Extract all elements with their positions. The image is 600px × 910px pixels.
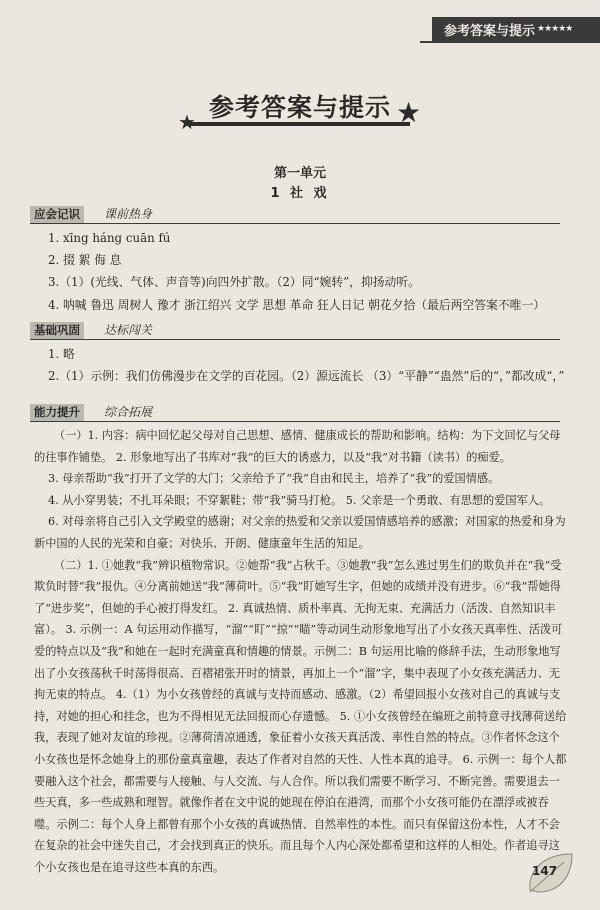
page-number: 147 xyxy=(532,864,558,878)
unit-title: 第一单元 xyxy=(273,166,326,181)
section-body xyxy=(34,425,570,878)
section-label: 基础巩固 xyxy=(30,322,84,339)
section-body xyxy=(34,227,570,316)
answer-line: 2. 掇 絮 侮 息 xyxy=(48,253,122,268)
star-icon: ★ xyxy=(396,96,422,129)
page-title: 参考答案与提示 xyxy=(208,93,391,122)
answer-paragraph: （一）1. 内容：病中回忆起父母对自己思想、感情、健康成长的帮助和影响。结构：为下文回忆与父母的往事作铺垫。 2. 形象地写出了书库对“我”的巨大的诱惑力，以及“我”对书籍（读书）的痴爱。 xyxy=(34,429,561,464)
header-stars: ★★★★★ xyxy=(537,24,573,34)
title-underline xyxy=(190,122,410,126)
answer-line: 4. 呐喊 鲁迅 周树人 豫才 浙江绍兴 文学 思想 革命 狂人日记 朝花夕拾（最后两空答案不唯一） xyxy=(48,297,546,312)
answer-line: 1. 略 xyxy=(48,347,75,361)
answer-paragraph: （二）1. ①她教“我”辨识植物常识。②她帮“我”占秋千。③她教“我”怎么逃过男生们的欺负并在“我”受欺负时替“我”报仇。④分离前她送“我”薄荷叶。⑤“我”盯她写生字，但她的成绩并没有进步。⑥“我”帮她得了“进步奖”，但她的手心被打得发红。 2. 真诚热情、质朴率真、无拘无束、充满活力（活泼、自然知识丰富）。 3. 示例一：A 句运用动作描写，“溜”“盯”“掠”“瞄”等动词生动形象地写出了小女孩天真率性、活泼可爱的特点以及“我”和她在一起时充满童真和情趣的情景。示例二：B 句运用比喻的修辞手法，生动形象地写出了小女孩荡秋千时荡得很高、百褶裙张开时的情景，再加上一个“溜”字，集中表现了小女孩充满活力、无拘无束的特点。 4.（1）为小女孩曾经的真诚与支持而感动、感激。（2）希望回报小女孩对自己的真诚与支持，对她的担心和挂念，也为不得相见无法回报而心存遗憾。 5. ①小女孩曾经在编班之前特意寻找薄荷送给我，表现了她对友谊的珍视。②薄荷清凉通透，象征着小女孩天真活泼、率性自然的特点。③作者怀念这个小女孩也是怀念她身上的那份童真童趣，表达了作者对自然的天性、人性本真的追寻。 6. 示例一：每个人都要融入这个社会，都需要与人接触、与人交流、与人合作。所以我们需要不断学习、不断完善。需要退去一些天真，多一些成熟和理智。就像作者在文中说的她现在停泊在港湾，而那个小女孩可能仍在漂浮或被吞噬。示例二：每个人身上都曾有那个小女孩的真诚热情、自然率性的本性。而只有保留这份本性，人才不会在复杂的社会中迷失自己，才会找到真正的快乐。而且每个人内心深处都希望和这样的人相处。作者追寻这个小女孩也是在追寻这些本真的东西。 xyxy=(34,558,567,874)
answer-paragraph: 3. 母亲帮助“我”打开了文学的大门；父亲给予了“我”自由和民主，培养了“我”的爱国情感。 xyxy=(48,472,500,486)
section-banner xyxy=(30,322,560,340)
section-sublabel: 达标闯关 xyxy=(104,323,153,337)
section-banner xyxy=(30,404,560,422)
answer-paragraph: 6. 对母亲将自己引入文学殿堂的感谢；对父亲的热爱和父亲以爱国情感培养的感激；对国家的热爱和身为新中国的人民的光荣和自豪；对快乐、开朗、健康童年生活的知足。 xyxy=(34,515,566,550)
answer-paragraph: 4. 从小穿男装；不扎耳朵眼；不穿絮鞋；带“我”骑马打枪。 5. 父亲是一个勇敢、有思想的爱国军人。 xyxy=(48,493,551,507)
section-sublabel: 综合拓展 xyxy=(104,405,153,419)
section-banner xyxy=(30,206,560,224)
answer-line: 2.（1）示例：我们仿佛漫步在文学的百花园。（2）源远流长 （3）“平静”“蛊然”后的“，”都改成“，” xyxy=(48,369,565,384)
header-tab xyxy=(432,17,600,41)
header-tab-text: 参考答案与提示 xyxy=(444,23,536,39)
lesson-title: 1 社 戏 xyxy=(270,186,330,201)
star-icon: ★ xyxy=(178,110,196,134)
answer-line: 3.（1）(光线、气体、声音等)向四外扩散。（2）同“婉转”，抑扬动听。 xyxy=(48,275,420,290)
section-label: 应会记识 xyxy=(30,206,84,223)
answer-line: 1. xīng háng cuān fú xyxy=(48,231,171,245)
section-sublabel: 课前热身 xyxy=(104,207,153,221)
section-body xyxy=(34,343,570,387)
section-label: 能力提升 xyxy=(30,404,84,421)
header-rule xyxy=(420,41,600,43)
